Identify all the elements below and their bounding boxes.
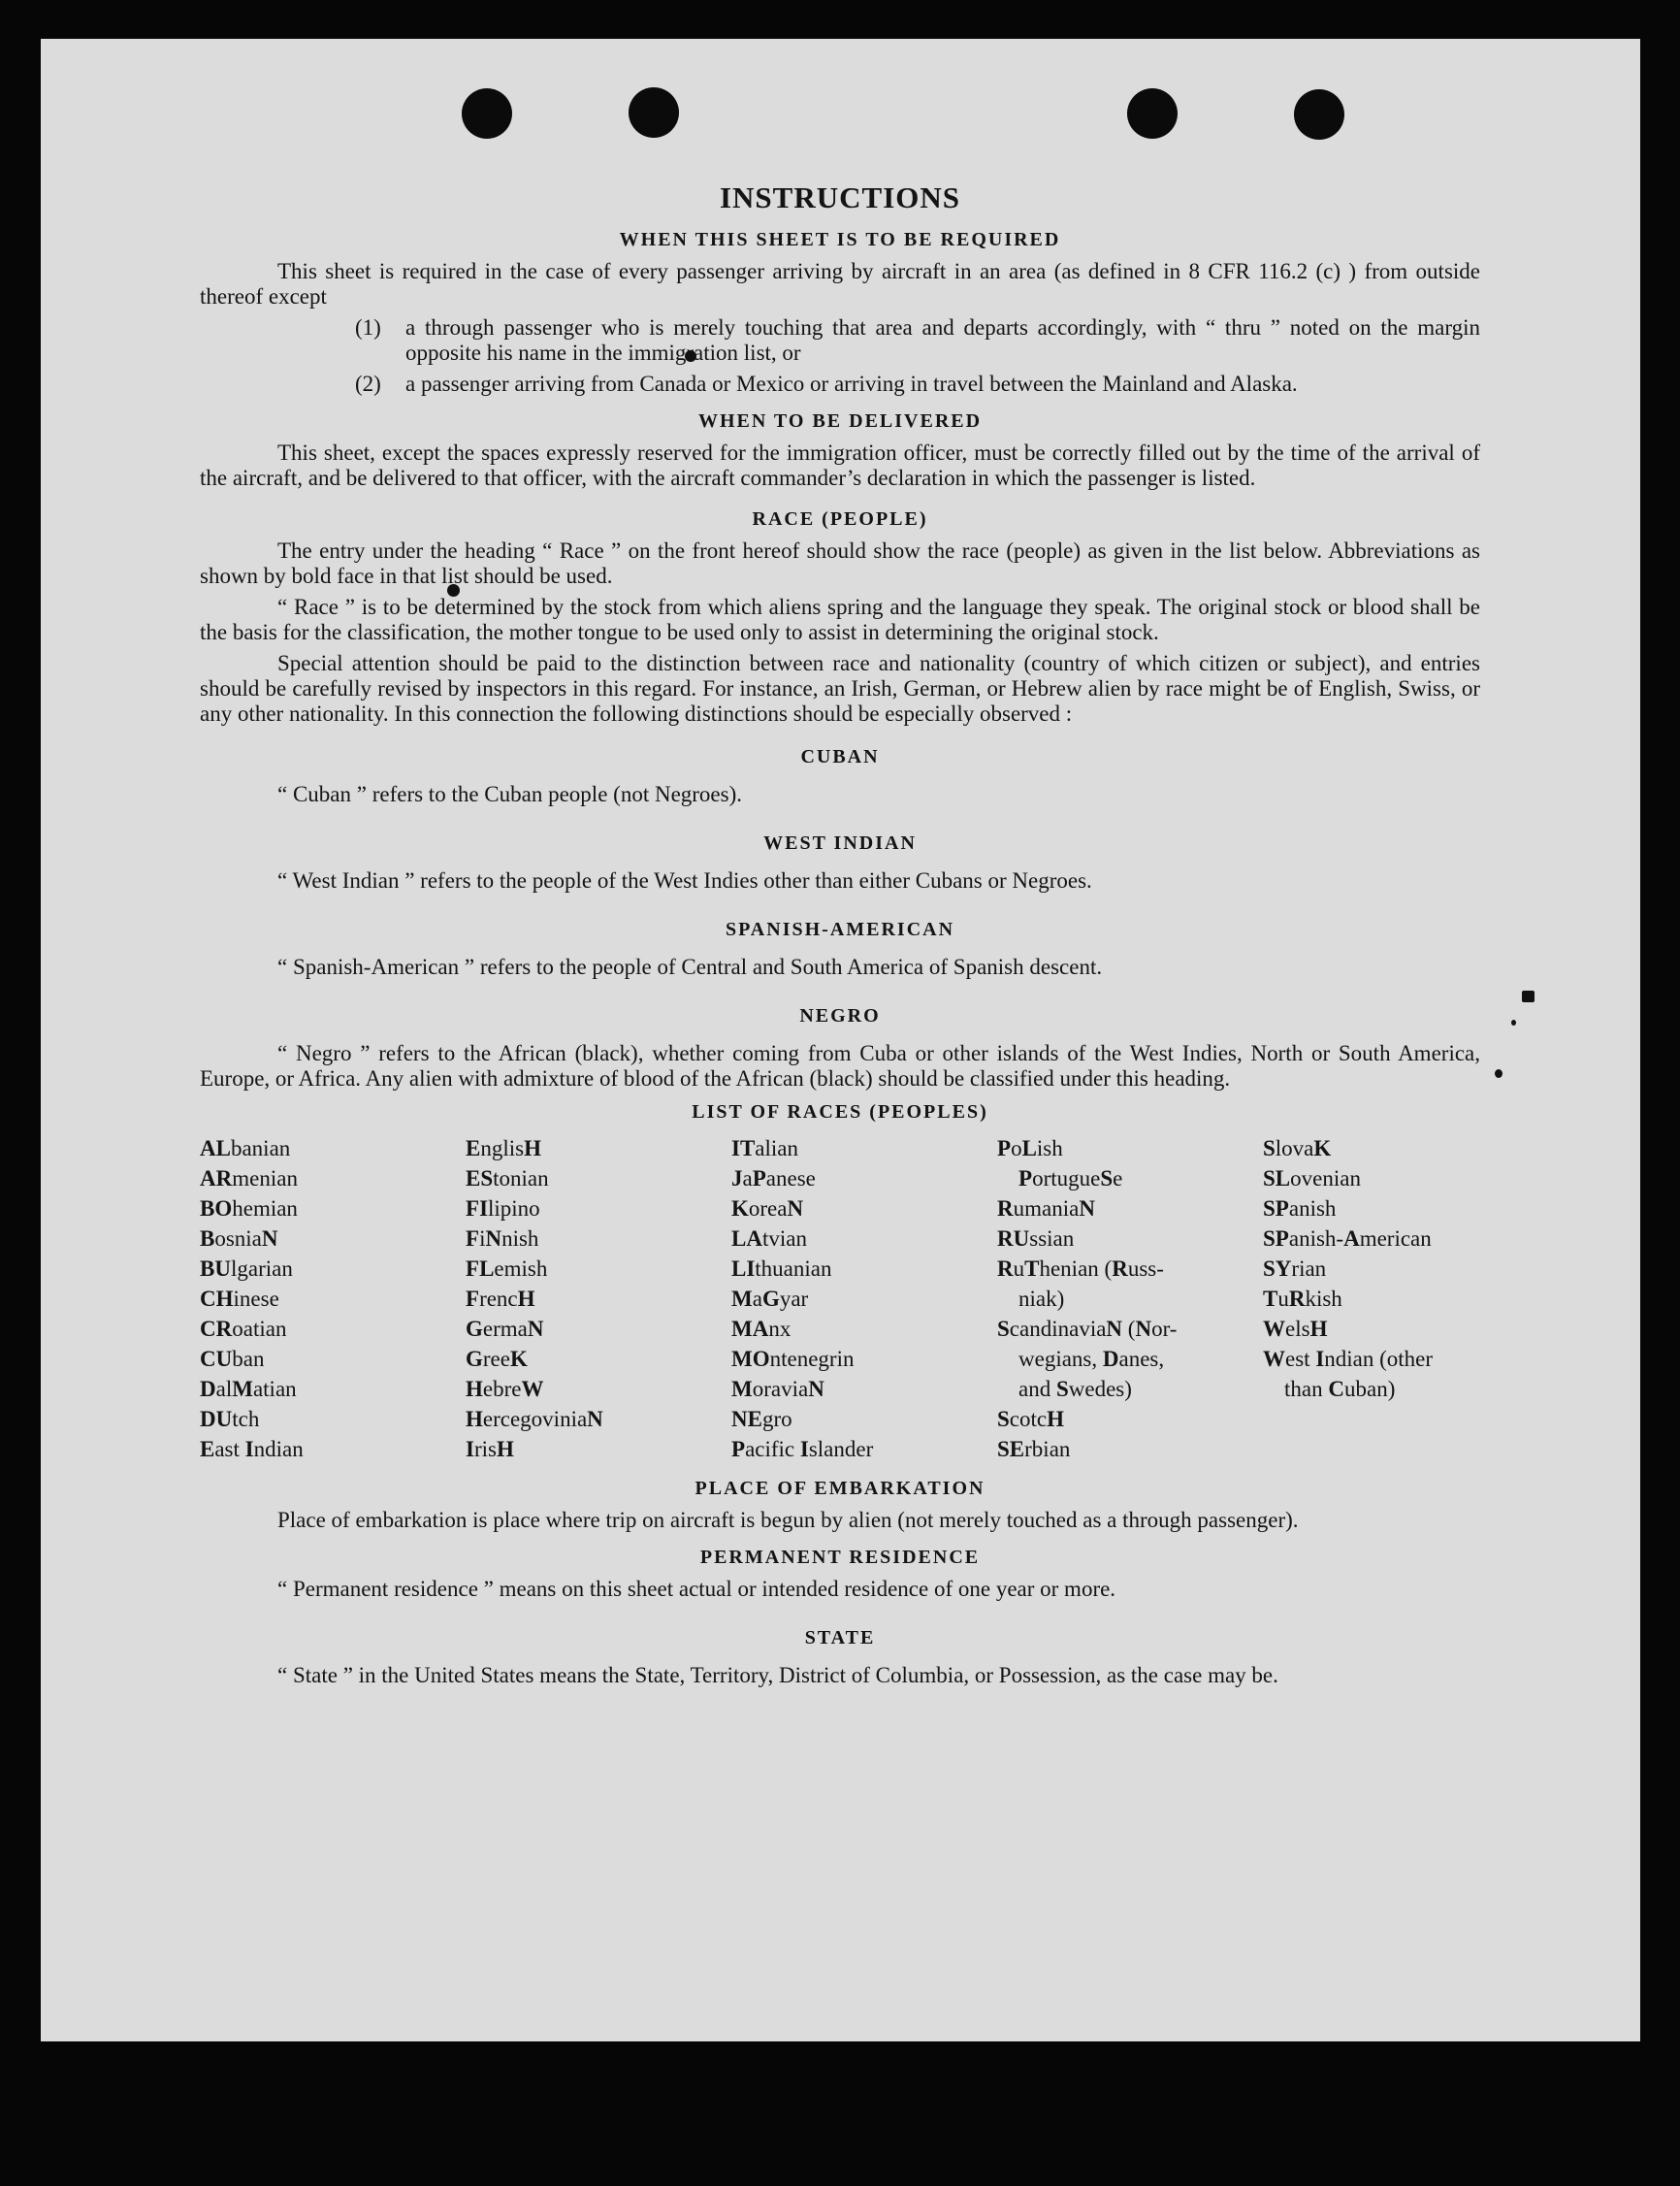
race-entry: GreeK xyxy=(466,1347,528,1371)
race-entry: MaGyar xyxy=(731,1287,809,1311)
race-entry: FLemish xyxy=(466,1256,548,1281)
instructions-content xyxy=(200,171,1480,1688)
race-entry: than Cuban) xyxy=(1284,1377,1396,1401)
section-heading: NEGRO xyxy=(799,1005,881,1027)
section-heading: SPANISH-AMERICAN xyxy=(725,919,955,940)
list-item xyxy=(355,315,1480,366)
speck xyxy=(1495,1069,1502,1078)
section-heading: WEST INDIAN xyxy=(763,832,917,854)
paragraph: Place of embarkation is place where trip on aircraft is begun by alien (not merely touched as a through passenger). xyxy=(277,1508,1299,1532)
punch-hole xyxy=(1127,88,1178,139)
race-column xyxy=(1263,1133,1480,1464)
document-sheet xyxy=(41,39,1640,2041)
definition: “ Spanish-American ” refers to the people of Central and South America of Spanish descent. xyxy=(277,955,1103,979)
paragraph: “ Race ” is to be determined by the stock from which aliens spring and the language they speak. The original stock or blood shall be the basis for the classification, the mother tongue to be used only to assist in determining the original stock. xyxy=(200,595,1480,644)
race-entry: niak) xyxy=(1018,1287,1065,1311)
race-entry: PortugueSe xyxy=(1018,1166,1123,1191)
race-entry: SLovenian xyxy=(1263,1166,1361,1191)
race-entry: TuRkish xyxy=(1263,1287,1342,1311)
race-entry: SlovaK xyxy=(1263,1136,1332,1160)
race-entry: Pacific Islander xyxy=(731,1437,874,1461)
section-heading: CUBAN xyxy=(800,746,880,767)
race-entry: wegians, Danes, xyxy=(1018,1347,1165,1371)
race-entry: BUlgarian xyxy=(200,1256,293,1281)
section-heading: LIST OF RACES (PEOPLES) xyxy=(692,1101,988,1123)
race-entry: ARmenian xyxy=(200,1166,298,1191)
race-entry: SPanish xyxy=(1263,1196,1337,1221)
item-text: a passenger arriving from Canada or Mexico or arriving in travel between the Mainland and Alaska. xyxy=(405,372,1298,396)
race-entry: EStonian xyxy=(466,1166,549,1191)
race-entry: East Indian xyxy=(200,1437,304,1461)
race-entry: FIlipino xyxy=(466,1196,540,1221)
race-entry: ALbanian xyxy=(200,1136,291,1160)
race-entry: MAnx xyxy=(731,1317,792,1341)
race-entry: KoreaN xyxy=(731,1196,804,1221)
race-entry: DalMatian xyxy=(200,1377,297,1401)
race-entry: CHinese xyxy=(200,1287,279,1311)
definition: “ Permanent residence ” means on this sheet actual or intended residence of one year or more. xyxy=(277,1577,1116,1601)
race-entry: RuThenian (Russ- xyxy=(997,1256,1164,1281)
race-entry: SErbian xyxy=(997,1437,1071,1461)
race-entry: PoLish xyxy=(997,1136,1063,1160)
speck xyxy=(1522,991,1535,1002)
race-entry: DUtch xyxy=(200,1407,260,1431)
paragraph: “ Negro ” refers to the African (black), whether coming from Cuba or other islands of the West Indies, North or South America, Europe, or Africa. Any alien with admixture of blood of the African (black) should be classified under this heading. xyxy=(200,1041,1480,1091)
punch-hole xyxy=(462,88,512,139)
race-entry: HercegoviniaN xyxy=(466,1407,603,1431)
race-entry: LAtvian xyxy=(731,1226,807,1251)
race-entry: HebreW xyxy=(466,1377,544,1401)
list-item xyxy=(355,372,1480,397)
race-entry: ScotcH xyxy=(997,1407,1064,1431)
definition: “ West Indian ” refers to the people of the West Indies other than either Cubans or Negroes. xyxy=(277,868,1092,893)
race-entry: RumaniaN xyxy=(997,1196,1095,1221)
section-heading: WHEN THIS SHEET IS TO BE REQUIRED xyxy=(619,229,1061,250)
race-entry: FiNnish xyxy=(466,1226,539,1251)
speck xyxy=(1511,1020,1516,1026)
race-entry: CRoatian xyxy=(200,1317,287,1341)
race-column xyxy=(731,1133,997,1464)
race-entry: ScandinaviaN (Nor- xyxy=(997,1317,1178,1341)
race-entry: JaPanese xyxy=(731,1166,816,1191)
item-number: (2) xyxy=(355,372,381,396)
race-column xyxy=(466,1133,731,1464)
paragraph: Special attention should be paid to the distinction between race and nationality (country of which citizen or subject), and entries should be carefully revised by inspectors in this regard. For instance, an Irish, German, or Hebrew alien by race might be of English, Swiss, or any other nationality. In this connection the following distinctions should be especially observed : xyxy=(200,651,1480,726)
race-column xyxy=(997,1133,1263,1464)
race-entry: MOntenegrin xyxy=(731,1347,855,1371)
paragraph: “ State ” in the United States means the State, Territory, District of Columbia, or Possession, as the case may be. xyxy=(277,1663,1278,1687)
paragraph: The entry under the heading “ Race ” on the front hereof should show the race (people) as given in the list below. Abbreviations as shown by bold face in that list should be used. xyxy=(200,538,1480,588)
punch-hole xyxy=(629,87,679,138)
race-entry: BosniaN xyxy=(200,1226,278,1251)
punch-hole xyxy=(1294,89,1344,140)
page-title: INSTRUCTIONS xyxy=(719,180,960,214)
race-entry: BOhemian xyxy=(200,1196,298,1221)
race-entry: SPanish-American xyxy=(1263,1226,1432,1251)
race-entry: GermaN xyxy=(466,1317,544,1341)
race-column xyxy=(200,1133,466,1464)
paragraph: This sheet is required in the case of every passenger arriving by aircraft in an area (as defined in 8 CFR 116.2 (c) ) from outside thereof except xyxy=(200,259,1480,309)
race-entry: FrencH xyxy=(466,1287,535,1311)
race-entry: MoraviaN xyxy=(731,1377,824,1401)
race-entry: CUban xyxy=(200,1347,265,1371)
section-heading: STATE xyxy=(804,1627,876,1648)
race-entry: and Swedes) xyxy=(1018,1377,1132,1401)
section-heading: WHEN TO BE DELIVERED xyxy=(697,410,983,432)
race-entry: WelsH xyxy=(1263,1317,1328,1341)
item-number: (1) xyxy=(355,315,381,340)
race-entry: ITalian xyxy=(731,1136,798,1160)
paragraph: This sheet, except the spaces expressly reserved for the immigration officer, must be correctly filled out by the time of the arrival of the aircraft, and be delivered to that officer, with the aircraft commander’s declaration in which the passenger is listed. xyxy=(200,440,1480,490)
definition: “ Cuban ” refers to the Cuban people (not Negroes). xyxy=(277,782,743,806)
race-entry: West Indian (other xyxy=(1263,1347,1434,1371)
section-heading: PERMANENT RESIDENCE xyxy=(699,1547,981,1568)
section-heading: PLACE OF EMBARKATION xyxy=(695,1478,985,1499)
item-text: a through passenger who is merely touching that area and departs accordingly, with “ thru ” noted on the margin opposite his name in the immigration list, or xyxy=(405,315,1480,365)
race-entry: EnglisH xyxy=(466,1136,541,1160)
race-list xyxy=(200,1133,1480,1464)
race-entry: LIthuanian xyxy=(731,1256,832,1281)
section-heading: RACE (PEOPLE) xyxy=(752,508,928,530)
race-entry: SYrian xyxy=(1263,1256,1327,1281)
race-entry: NEgro xyxy=(731,1407,792,1431)
race-entry: RUssian xyxy=(997,1226,1075,1251)
race-entry: IrisH xyxy=(466,1437,514,1461)
